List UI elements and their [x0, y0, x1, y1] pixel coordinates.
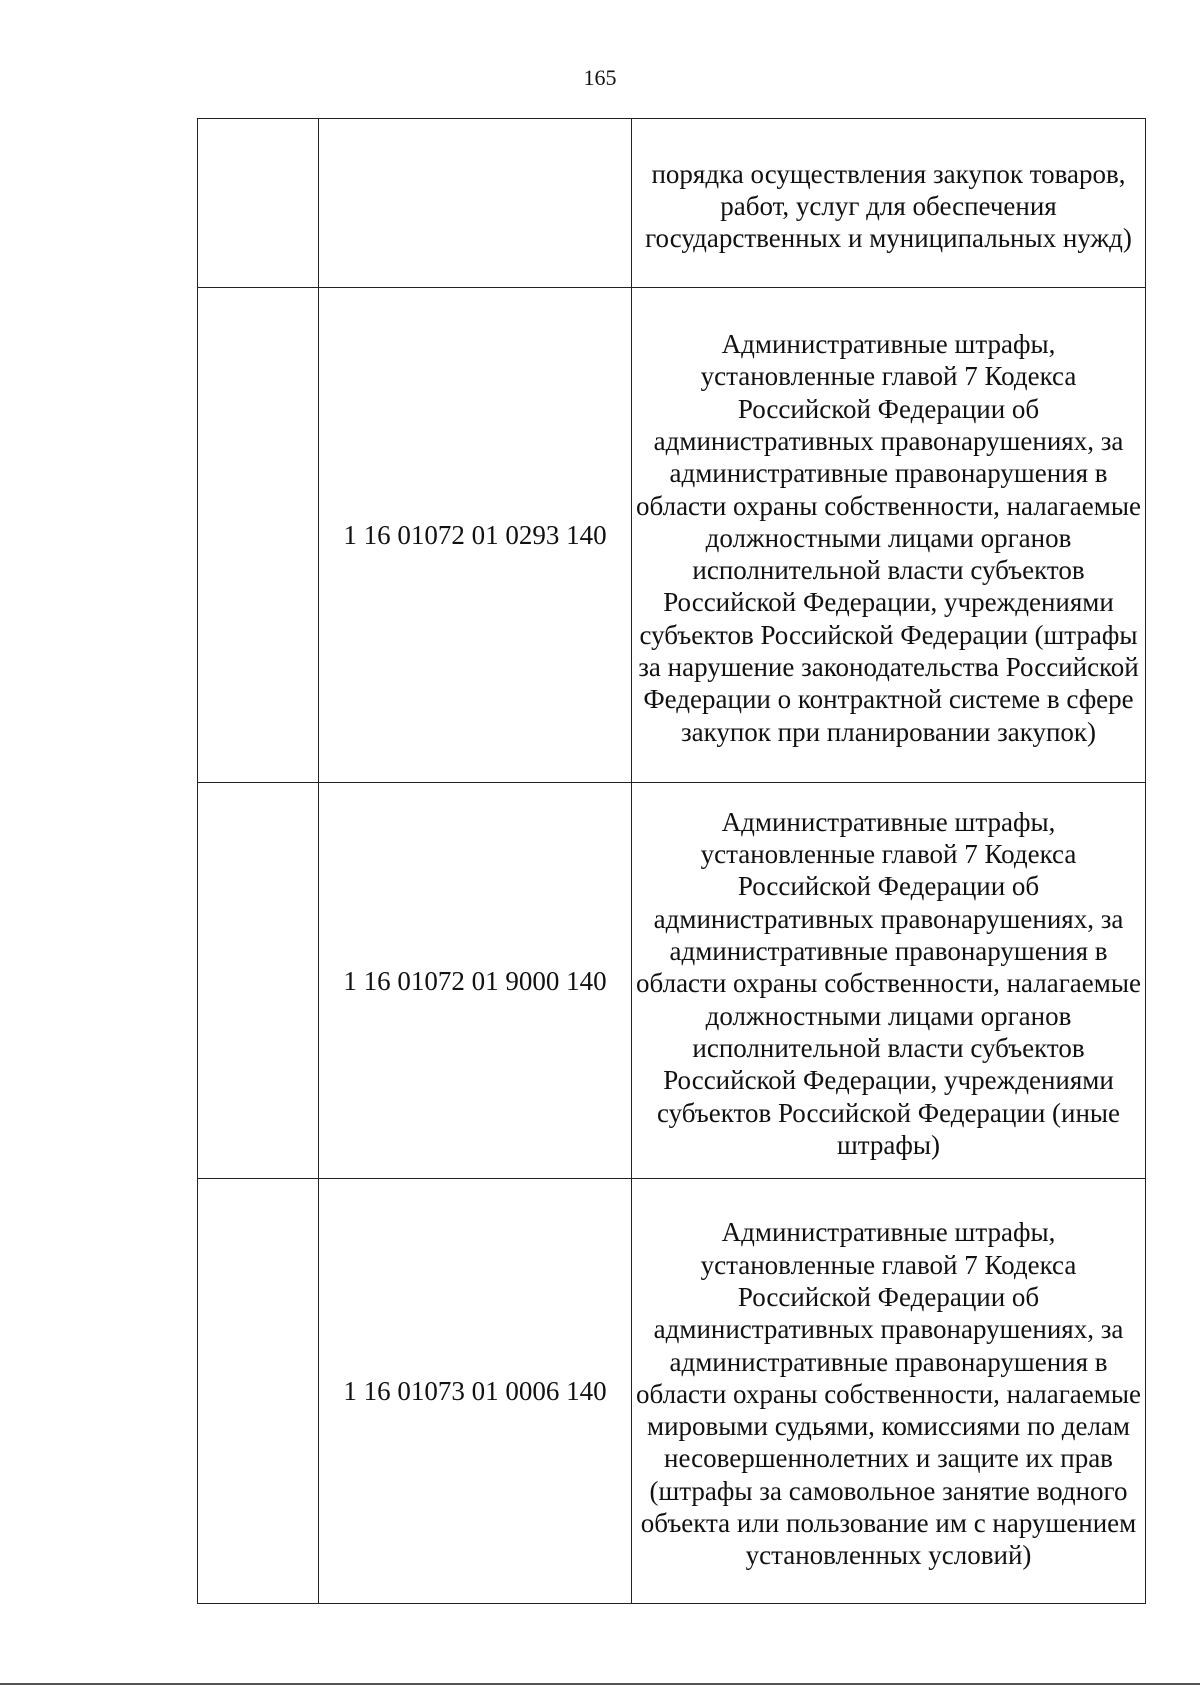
admin-code-cell [198, 1179, 319, 1604]
kbk-code-cell: 1 16 01072 01 0293 140 [319, 288, 632, 783]
admin-code-cell [198, 783, 319, 1179]
kbk-code-cell: 1 16 01073 01 0006 140 [319, 1179, 632, 1604]
description-cell: Административные штрафы, установленные главой 7 Кодекса Российской Федерации об административных правонарушениях, за административные правонарушения в области охраны собственности, налагаемые должностными лицами органов исполнительной власти субъектов Российской Федерации, учреждениями субъектов Российской Федерации (иные штрафы) [632, 783, 1146, 1179]
description-cell: Административные штрафы, установленные главой 7 Кодекса Российской Федерации об административных правонарушениях, за административные правонарушения в области охраны собственности, налагаемые мировыми судьями, комиссиями по делам несовершеннолетних и защите их прав (штрафы за самовольное занятие водного объекта или пользование им с нарушением установленных условий) [632, 1179, 1146, 1604]
table-row [198, 119, 1146, 288]
description-cell: Административные штрафы, установленные главой 7 Кодекса Российской Федерации об административных правонарушениях, за административные правонарушения в области охраны собственности, налагаемые должностными лицами органов исполнительной власти субъектов Российской Федерации, учреждениями субъектов Российской Федерации (штрафы за нарушение законодательства Российской Федерации о контрактной системе в сфере закупок при планировании закупок) [632, 288, 1146, 783]
kbk-code-cell [319, 119, 632, 288]
revenue-codes-table [197, 118, 1146, 1604]
kbk-code-cell: 1 16 01072 01 9000 140 [319, 783, 632, 1179]
table-row [198, 288, 1146, 783]
page-number: 165 [583, 65, 617, 90]
table-row [198, 783, 1146, 1179]
table-row [198, 1179, 1146, 1604]
admin-code-cell [198, 119, 319, 288]
admin-code-cell [198, 288, 319, 783]
description-cell: порядка осуществления закупок товаров, работ, услуг для обеспечения государственных и муниципальных нужд) [632, 119, 1146, 288]
